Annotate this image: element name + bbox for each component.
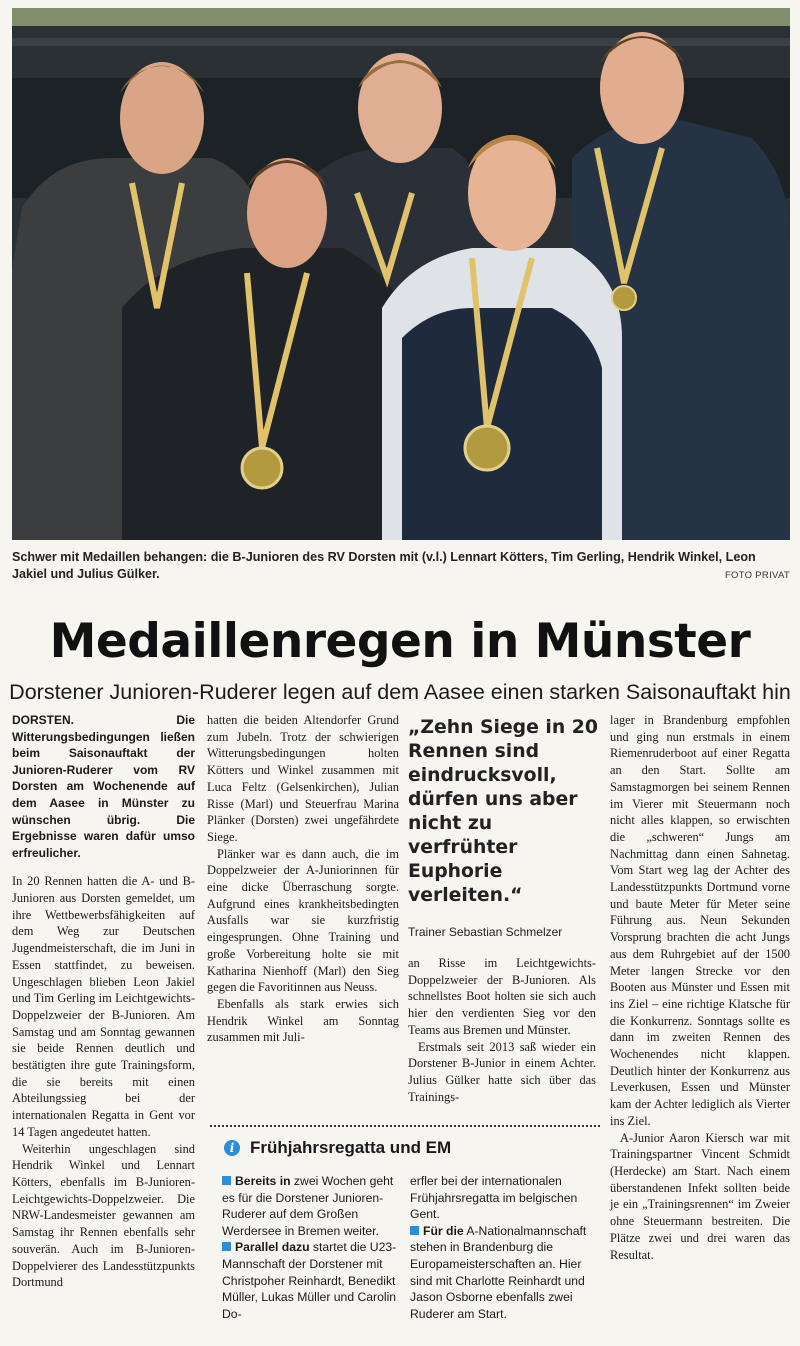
bullet-square-icon bbox=[222, 1242, 231, 1251]
pull-quote: „Zehn Siege in 20 Rennen sind eindrucksvoll, dürfen uns aber nicht zu verfrühter Euphorie verleiten.“ bbox=[408, 717, 598, 906]
article-column-4 bbox=[610, 712, 790, 1263]
article-paragraph: lager in Brandenburg empfohlen und ging nun erstmals in einem Riemenruderboot auf einer Regatta an den Start. Sollte am Samstagmorgen bei seinem Rennen im Vierer mit Steuermann noch nicht alles klappen, so erwischten die „schweren“ Jungs am Nachmittag dann einen Sahnetag. Vom Start weg lag der Achter des Landesstützpunkts Dortmund vorne und baute Meter für Meter seine Führung aus. Neun Sekunden Vorsprung brachten die acht Jungs aus dem Ruhrgebiet auf der 1500 Meter langen Strecke vor den Booten aus Münster und Essen mit ins Ziel – eine richtige Klatsche für die Konkurrenz. Sonntags sollte es dann im zweiten Rennen des Wochenendes nicht klappen. Deutlich hinter der Konkurrenz aus Leverkusen, Essen und Münster kam der Achter lediglich als Vierter ins Ziel. bbox=[610, 713, 790, 1128]
infobox-item: Parallel dazu startet die U23-Mannschaft der Dorstener mit Christpoher Reinhardt, Benedikt Müller, Lukas Müller und Carolin Do- bbox=[222, 1240, 397, 1321]
infobox-heading bbox=[224, 1138, 604, 1158]
article-headline: Medaillenregen in Münster bbox=[49, 614, 751, 669]
infobox-item-continued: erfler bei der internationalen Frühjahrsregatta im belgischen Gent. bbox=[410, 1174, 578, 1222]
team-photo bbox=[12, 8, 790, 540]
infobox-column-2 bbox=[410, 1173, 600, 1322]
article-subhead: Dorstener Junioren-Ruderer legen auf dem Aasee einen starken Saisonauftakt hin bbox=[9, 680, 791, 704]
info-icon: i bbox=[224, 1140, 240, 1156]
article-column-3 bbox=[408, 955, 596, 1105]
article-paragraph: Plänker war es dann auch, die im Doppelzweier der A-Juniorinnen für eine dicke Überraschung sorgte. Aufgrund eines krankheitsbedingten Ausfalls war sie kurzfristig eingesprungen. Ohne Training und große Vorbereitung holte sie mit Katharina Nienhoff (Marl) den Sieg gegen die Favoritinnen aus Neuss. bbox=[207, 846, 399, 995]
bullet-square-icon bbox=[222, 1176, 231, 1185]
infobox-divider bbox=[210, 1125, 600, 1127]
pull-quote-source: Trainer Sebastian Schmelzer bbox=[408, 925, 563, 939]
article-paragraph: hatten die beiden Altendorfer Grund zum Jubeln. Trotz der schwierigen Witterungsbedingungen holten Kötters und Winkel zusammen mit Luca Feltz (Gelsenkirchen), Julian Risse (Marl) und Steuerfrau Marina Plänker (Dorsten) zwei ungefährdete Siege. bbox=[207, 713, 399, 844]
infobox-title: Frühjahrsregatta und EM bbox=[250, 1138, 452, 1157]
article-paragraph: Erstmals seit 2013 saß wieder ein Dorstener B-Junior in einem Achter. Julius Gülker hatte sich über das Trainings- bbox=[408, 1039, 596, 1104]
infobox-column-1 bbox=[222, 1173, 402, 1322]
photo-credit: FOTO PRIVAT bbox=[724, 570, 790, 581]
team-photo-illustration bbox=[12, 8, 790, 540]
article-column-2 bbox=[207, 712, 399, 1046]
photo-caption: Schwer mit Medaillen behangen: die B-Junioren des RV Dorsten mit (v.l.) Lennart Kötters, Tim Gerling, Hendrik Winkel, Leon Jakiel und Julius Gülker. bbox=[12, 550, 756, 581]
article-paragraph: an Risse im Leichtgewichts-Doppelzweier der B-Junioren. Als schnellstes Boot holten sie sich auch hier den verdienten Sieg vor den Teams aus Bremen und Münster. bbox=[408, 956, 596, 1037]
article-column-1 bbox=[12, 712, 195, 1291]
infobox-item: Bereits in zwei Wochen geht es für die Dorstener Junioren-Ruderer auf dem Großen Werdersee in Bremen weiter. bbox=[222, 1174, 394, 1238]
article-lead: DORSTEN. Die Witterungsbedingungen ließen beim Saisonauftakt der Junioren-Ruderer vom RV Dorsten am Wochenende auf dem Aasee in Münster zu wünschen übrig. Die Ergebnisse waren dafür umso erfreulicher. bbox=[12, 713, 195, 860]
article-paragraph: A-Junior Aaron Kiersch war mit Trainingspartner Vincent Schmidt (Herdecke) am Start. Nach einem überstandenen Infekt sollten beide je ein „Trainingsrennen“ im Zweier ohne Steuermann bestreiten. Die Plätze zwei und drei waren das Resultat. bbox=[610, 1130, 790, 1262]
article-paragraph: Ebenfalls als stark erwies sich Hendrik Winkel am Sonntag zusammen mit Juli- bbox=[207, 996, 399, 1045]
bullet-square-icon bbox=[410, 1226, 419, 1235]
article-paragraph: In 20 Rennen hatten die A- und B-Junioren aus Dorsten gemeldet, um ihre Wettbewerbsfähigkeiten auf dem Weg zur Deutschen Jugendmeisterschaft, die im Juni in Essen stattfindet, zu beweisen. Ungeschlagen blieben Leon Jakiel und Tim Gerling im Leichtgewichts-Doppelzweier der B-Junioren. Am Samstag und am Sonntag gewannen sie beide Rennen deutlich und bestätigten ihre gute Trainingsform, die sie bereits mit einen Abteilungssieg bei der internationalen Regatta in Gent vor 14 Tagen angedeutet hatten. bbox=[12, 874, 195, 1139]
infobox-item: Für die A-Nationalmannschaft stehen in Brandenburg die Europameisterschaften an. Hier sind mit Charlotte Reinhardt und Jason Osborne ebenfalls zwei Ruderer am Start. bbox=[410, 1223, 587, 1321]
article-paragraph: Weiterhin ungeschlagen sind Hendrik Winkel und Lennart Kötters, ebenfalls im B-Junioren-Leichtgewichts-Doppelzweier. Die NRW-Landesmeister gewannen am Samstag ihr Rennen ebenfalls sehr souverän. Auch im B-Junioren-Doppelvierer des Landesstützpunkts Dortmund bbox=[12, 1141, 195, 1290]
